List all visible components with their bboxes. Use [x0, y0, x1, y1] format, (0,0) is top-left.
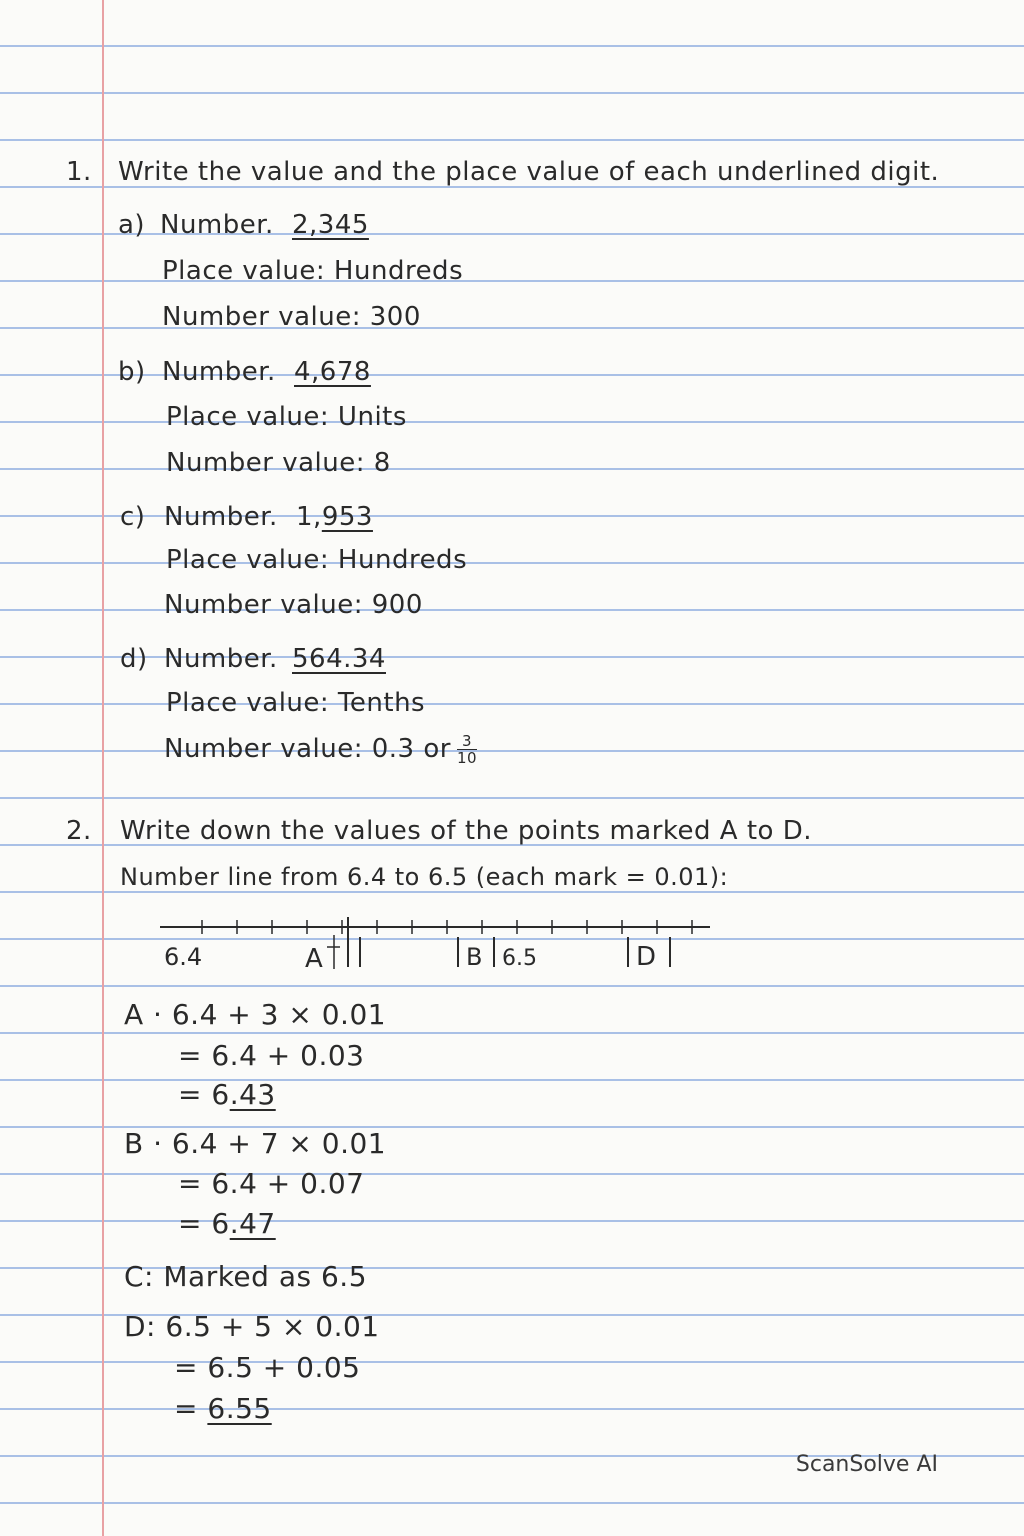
- q1b-number-prefix: Number.: [162, 357, 276, 387]
- q1d-number-value: Number value: 0.3 or: [164, 734, 451, 764]
- q1c-label: c): [120, 502, 146, 532]
- margin-line: [102, 0, 104, 1536]
- brand-watermark: ScanSolve AI: [795, 1452, 938, 1477]
- q1c-number-lead: 1,: [296, 502, 322, 532]
- q1c-number: [296, 502, 373, 532]
- q1b-number: 4,678: [294, 357, 371, 387]
- q1c-number-value: Number value: 900: [164, 590, 423, 620]
- fraction: [457, 733, 477, 766]
- work-d-line2: = 6.5 + 0.05: [174, 1351, 361, 1384]
- q1d-place-value: Place value: Tenths: [166, 688, 426, 718]
- work-a-line2: = 6.4 + 0.03: [178, 1039, 365, 1072]
- work-a-eq: = 6: [178, 1078, 230, 1111]
- q1-prompt: Write the value and the place value of each underlined digit.: [118, 157, 940, 187]
- number-line: [150, 905, 730, 975]
- work-c-line1: C: Marked as 6.5: [124, 1260, 368, 1293]
- q1a-number-prefix: Number.: [160, 210, 274, 240]
- q1b-number-value: Number value: 8: [166, 448, 391, 478]
- q1-number: 1.: [66, 157, 92, 187]
- q2-prompt: Write down the values of the points marked A to D.: [120, 816, 813, 846]
- q1c-place-value: Place value: Hundreds: [166, 545, 468, 575]
- q1b-label: b): [118, 357, 146, 387]
- work-a-line3: [178, 1080, 276, 1110]
- q1a-number-value: Number value: 300: [162, 302, 421, 332]
- fraction-numerator: 3: [457, 733, 477, 750]
- work-a-answer: .43: [229, 1078, 276, 1111]
- work-b-answer: .47: [229, 1207, 276, 1240]
- label-b: B: [466, 943, 483, 971]
- q2-number: 2.: [66, 816, 92, 846]
- q1d-number-prefix: Number.: [164, 644, 278, 674]
- work-d-eq: =: [174, 1392, 198, 1425]
- q1c-number-underlined: 953: [321, 502, 373, 532]
- work-b-line2: = 6.4 + 0.07: [178, 1167, 365, 1200]
- work-a-line1: A · 6.4 + 3 × 0.01: [124, 998, 387, 1031]
- q1a-place-value: Place value: Hundreds: [162, 256, 464, 286]
- fraction-denominator: 10: [456, 749, 478, 767]
- q1c-number-prefix: Number.: [164, 502, 278, 532]
- q1a-number: 2,345: [292, 210, 369, 240]
- work-b-eq: = 6: [178, 1207, 230, 1240]
- work-b-line3: [178, 1209, 276, 1239]
- q1d-label: d): [120, 644, 148, 674]
- label-start: 6.4: [164, 943, 203, 971]
- q1b-place-value: Place value: Units: [166, 402, 407, 432]
- work-d-line1: D: 6.5 + 5 × 0.01: [124, 1310, 380, 1343]
- q1a-label: a): [118, 210, 146, 240]
- work-b-line1: B · 6.4 + 7 × 0.01: [124, 1127, 387, 1160]
- work-d-line3: [174, 1394, 272, 1424]
- q1d-number-value-row: [164, 733, 477, 766]
- q2-subprompt: Number line from 6.4 to 6.5 (each mark = 0.01):: [120, 863, 729, 891]
- work-d-answer: 6.55: [207, 1392, 272, 1425]
- label-d: D: [636, 942, 657, 972]
- label-mid: 6.5: [502, 946, 537, 971]
- q1d-number: 564.34: [292, 644, 386, 674]
- label-a: A: [305, 944, 323, 974]
